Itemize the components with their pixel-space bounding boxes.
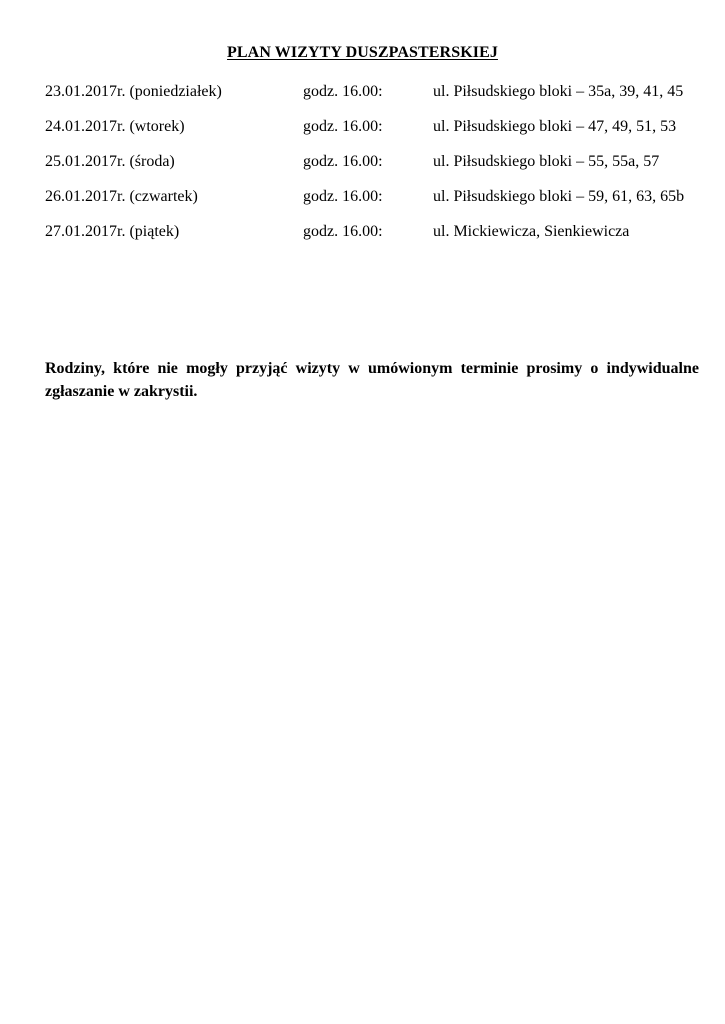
schedule-row [45, 185, 690, 208]
visit-date: 23.01.2017r. (poniedziałek) [45, 83, 222, 100]
visit-time: godz. 16.00: [303, 118, 383, 135]
page-title: PLAN WIZYTY DUSZPASTERSKIEJ [227, 44, 498, 61]
visit-date: 26.01.2017r. (czwartek) [45, 188, 198, 205]
visit-time: godz. 16.00: [303, 83, 383, 100]
schedule-row [45, 80, 690, 103]
visit-address: ul. Mickiewicza, Sienkiewicza [433, 223, 630, 240]
visit-schedule [45, 80, 690, 255]
visit-time: godz. 16.00: [303, 223, 383, 240]
visit-address: ul. Piłsudskiego bloki – 59, 61, 63, 65b [433, 188, 685, 205]
schedule-row [45, 150, 690, 173]
schedule-row [45, 220, 690, 243]
visit-address: ul. Piłsudskiego bloki – 47, 49, 51, 53 [433, 118, 677, 135]
schedule-row [45, 115, 690, 138]
visit-time: godz. 16.00: [303, 153, 383, 170]
visit-time: godz. 16.00: [303, 188, 383, 205]
announcement-note: Rodziny, które nie mogły przyjąć wizyty w umówionym terminie prosimy o indywidualne zgłaszanie w zakrystii. [45, 360, 699, 400]
visit-address: ul. Piłsudskiego bloki – 55, 55a, 57 [433, 153, 660, 170]
visit-date: 27.01.2017r. (piątek) [45, 223, 180, 240]
visit-date: 24.01.2017r. (wtorek) [45, 118, 185, 135]
visit-address: ul. Piłsudskiego bloki – 35a, 39, 41, 45 [433, 83, 684, 100]
visit-date: 25.01.2017r. (środa) [45, 153, 175, 170]
